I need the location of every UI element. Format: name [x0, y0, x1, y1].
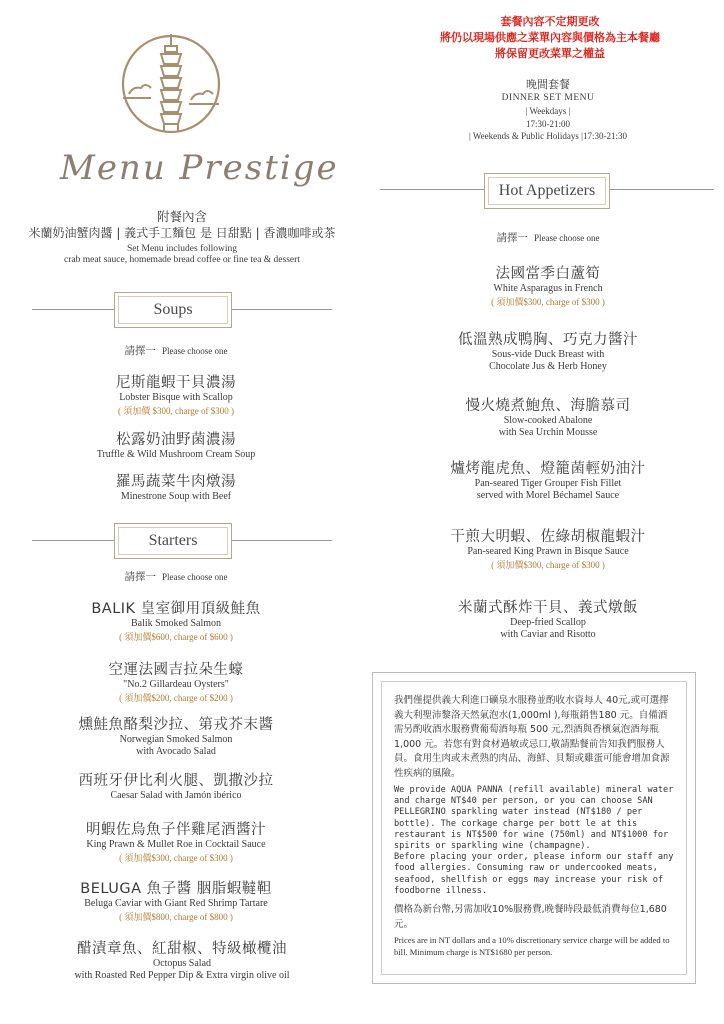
- service-info-inner: [381, 681, 687, 975]
- price-note-en: Prices are in NT dollars and a 10% discretionary service charge will be added to bill. Minimum charge is NT$1680 per person.: [394, 935, 670, 957]
- soup-item: [0, 428, 352, 461]
- starter-item: [0, 597, 352, 643]
- dish-charge: ( 須加價$300, charge of $300 ): [491, 560, 605, 570]
- dinner-title-zh: 晚間套餐: [526, 78, 570, 91]
- dish-en-2: served with Morel Béchamel Sauce: [476, 490, 620, 501]
- choose-zh: 請擇一: [496, 232, 528, 244]
- dinner-title-en: DINNER SET MENU: [501, 93, 595, 103]
- dish-zh: 松露奶油野菌濃湯: [116, 432, 236, 448]
- dish-en-2: with Caviar and Risotto: [500, 629, 596, 640]
- dish-en: Octopus Salad: [152, 958, 212, 969]
- starters-header: [114, 523, 232, 559]
- dish-charge: ( 須加價$800, charge of $800 ): [119, 912, 233, 922]
- hot-item: [376, 328, 720, 373]
- includes-title: 附餐內含: [156, 209, 207, 224]
- choose-zh: 請擇一: [124, 345, 156, 357]
- dinner-set-info: [376, 78, 720, 143]
- dish-en-2: with Avocado Salad: [136, 746, 216, 757]
- soups-header: [114, 292, 232, 328]
- dish-en-2: Chocolate Jus & Herb Honey: [489, 361, 607, 372]
- water-corkage-zh: 我們僅提供義大利進口礦泉水服務並酌收水資每人 40元,或可選擇義大利聖沛黎洛天然氣泡水(1,000ml ),每瓶銷售180 元。自備酒需另酌收酒水服務費葡萄酒每瓶 500 元,烈酒與香檳氣泡酒每瓶 1,000 元。若您有對食材過敏或忌口,敬請點餐前告知我們服務人員。食用生肉或未煮熟的肉品、海鮮、貝類或雞蛋可能會增加食源性疾病的風險。: [394, 695, 670, 779]
- hot-item: [376, 525, 720, 571]
- weekdays-time: 17:30-21:00: [526, 118, 570, 129]
- dish-charge: ( 須加價$600, charge of $600 ): [119, 632, 233, 642]
- dish-zh: BALIK 皇室御用頂級鮭魚: [91, 601, 261, 617]
- dish-zh: 西班牙伊比利火腿、凱撒沙拉: [78, 773, 274, 789]
- dish-en: White Asparagus in French: [493, 283, 603, 294]
- starters-title: Starters: [148, 532, 198, 549]
- starters-choose: [0, 569, 352, 584]
- dish-en: Caesar Salad with Jamón ibérico: [110, 790, 242, 801]
- soup-item: [0, 371, 352, 417]
- includes-en-2: crab meat sauce, homemade bread coffee or fine tea & dessert: [64, 255, 300, 265]
- includes-en-1: Set Menu includes following: [126, 244, 238, 254]
- hot-appetizers-header: [484, 173, 610, 209]
- notice-line: 套餐內容不定期更改: [500, 15, 600, 28]
- dish-en: Sous-vide Duck Breast with: [491, 349, 605, 360]
- dish-en: "No.2 Gillardeau Oysters": [123, 679, 229, 690]
- hot-item: [376, 394, 720, 439]
- dish-charge: ( 須加價 $300, charge of $300 ): [117, 406, 235, 416]
- dish-zh: 尼斯龍蝦干貝濃湯: [116, 375, 236, 391]
- dish-zh: 慢火燒煮鮑魚、海膽慕司: [465, 398, 631, 414]
- dish-en: Pan-seared King Prawn in Bisque Sauce: [467, 546, 629, 557]
- dish-zh: 干煎大明蝦、佐綠胡椒龍蝦汁: [450, 529, 646, 545]
- weekends-time: | Weekends & Public Holidays |17:30-21:30: [469, 131, 627, 141]
- hot-item: [376, 457, 720, 502]
- weekdays-label: | Weekdays |: [525, 106, 571, 116]
- dish-en: Balik Smoked Salmon: [131, 618, 221, 629]
- notice-line: 將保留更改菜單之權益: [495, 47, 605, 60]
- dish-en: Beluga Caviar with Giant Red Shrimp Tartare: [84, 898, 268, 909]
- dish-en: Pan-seared Tiger Grouper Fish Fillet: [474, 478, 622, 489]
- soups-choose: [0, 343, 352, 358]
- dish-zh: 醋漬章魚、紅甜椒、特級橄欖油: [77, 941, 287, 957]
- allergy-en: Before placing your order, please inform our staff any food allergies. Consuming raw or undercooked meats, seafood, shellfish or eggs may increase your risk of foodborne illness.: [394, 852, 674, 896]
- dish-en: Deep-fried Scallop: [510, 617, 586, 628]
- dish-zh: 羅馬蔬菜牛肉燉湯: [116, 474, 236, 490]
- starter-item: [0, 769, 352, 802]
- dish-en-2: with Roasted Red Pepper Dip & Extra virgin olive oil: [74, 970, 290, 981]
- starter-item: [0, 713, 352, 758]
- choose-en: Please choose one: [534, 233, 600, 243]
- hot-choose: [376, 230, 720, 245]
- soups-title: Soups: [153, 301, 193, 318]
- dish-charge: ( 須加價$300, charge of $300 ): [119, 853, 233, 863]
- dish-en: Minestrone Soup with Beef: [120, 491, 232, 502]
- dish-charge: ( 須加價$300, charge of $300 ): [491, 297, 605, 307]
- choose-zh: 請擇一: [124, 571, 156, 583]
- hot-item: [376, 596, 720, 641]
- starter-item: [0, 937, 364, 982]
- dish-zh: BELUGA 魚子醬 胭脂蝦韃靼: [80, 881, 272, 897]
- dish-en: Truffle & Wild Mushroom Cream Soup: [96, 449, 256, 460]
- menu-script-title: Menu Prestige: [60, 148, 339, 188]
- water-corkage-en: We provide AQUA PANNA (refill available) mineral water and charge NT$40 per person, or you can choose SAN PELLEGRINO sparkling water instead (NT$180 / per bottle). The corkage charge per bott le at this restaurant is NT$500 for wine (750ml) and NT$1000 for spirits or sparkling wine (champagne).: [394, 785, 674, 852]
- choose-en: Please choose one: [162, 572, 228, 582]
- starter-item: [0, 658, 352, 704]
- tower-logo: [115, 28, 227, 140]
- starter-item: [0, 877, 352, 923]
- dish-charge: ( 須加價$200, charge of $200 ): [119, 693, 233, 703]
- hot-appetizers-title: Hot Appetizers: [498, 182, 596, 199]
- dish-en-2: with Sea Urchin Mousse: [498, 427, 598, 438]
- dish-zh: 法國當季白蘆筍: [495, 266, 601, 282]
- hot-item: [376, 262, 720, 308]
- change-notice: [380, 14, 720, 62]
- dish-zh: 爐烤龍虎魚、燈籠菌輕奶油汁: [450, 461, 646, 477]
- dish-zh: 空運法國吉拉朵生蠔: [108, 662, 244, 678]
- dish-zh: 燻鮭魚酪梨沙拉、第戎芥末醬: [78, 717, 274, 733]
- notice-line: 將仍以現場供應之菜單內容與價格為主本餐廳: [440, 31, 660, 44]
- starter-item: [0, 818, 352, 864]
- service-info-box: [372, 672, 696, 984]
- includes-items: 米蘭奶油蟹肉醬 | 義式手工麵包 是 日甜點 | 香濃咖啡或茶: [28, 226, 336, 240]
- dish-en: Norwegian Smoked Salmon: [119, 734, 233, 745]
- set-includes: [0, 208, 364, 266]
- choose-en: Please choose one: [162, 346, 228, 356]
- dish-zh: 低溫熟成鴨胸、巧克力醬汁: [458, 332, 638, 348]
- soup-item: [0, 470, 352, 503]
- dish-en: Lobster Bisque with Scallop: [119, 392, 233, 403]
- dish-zh: 明蝦佐烏魚子伴雞尾酒醬汁: [86, 822, 266, 838]
- dish-en: Slow-cooked Abalone: [503, 415, 593, 426]
- price-note-zh: 價格為新台幣,另需加收10%服務費,晚餐時段最低消費每位1,680元。: [394, 904, 667, 930]
- dish-en: King Prawn & Mullet Roe in Cocktail Sauce: [86, 839, 266, 850]
- dish-zh: 米蘭式酥炸干貝、義式燉飯: [458, 600, 638, 616]
